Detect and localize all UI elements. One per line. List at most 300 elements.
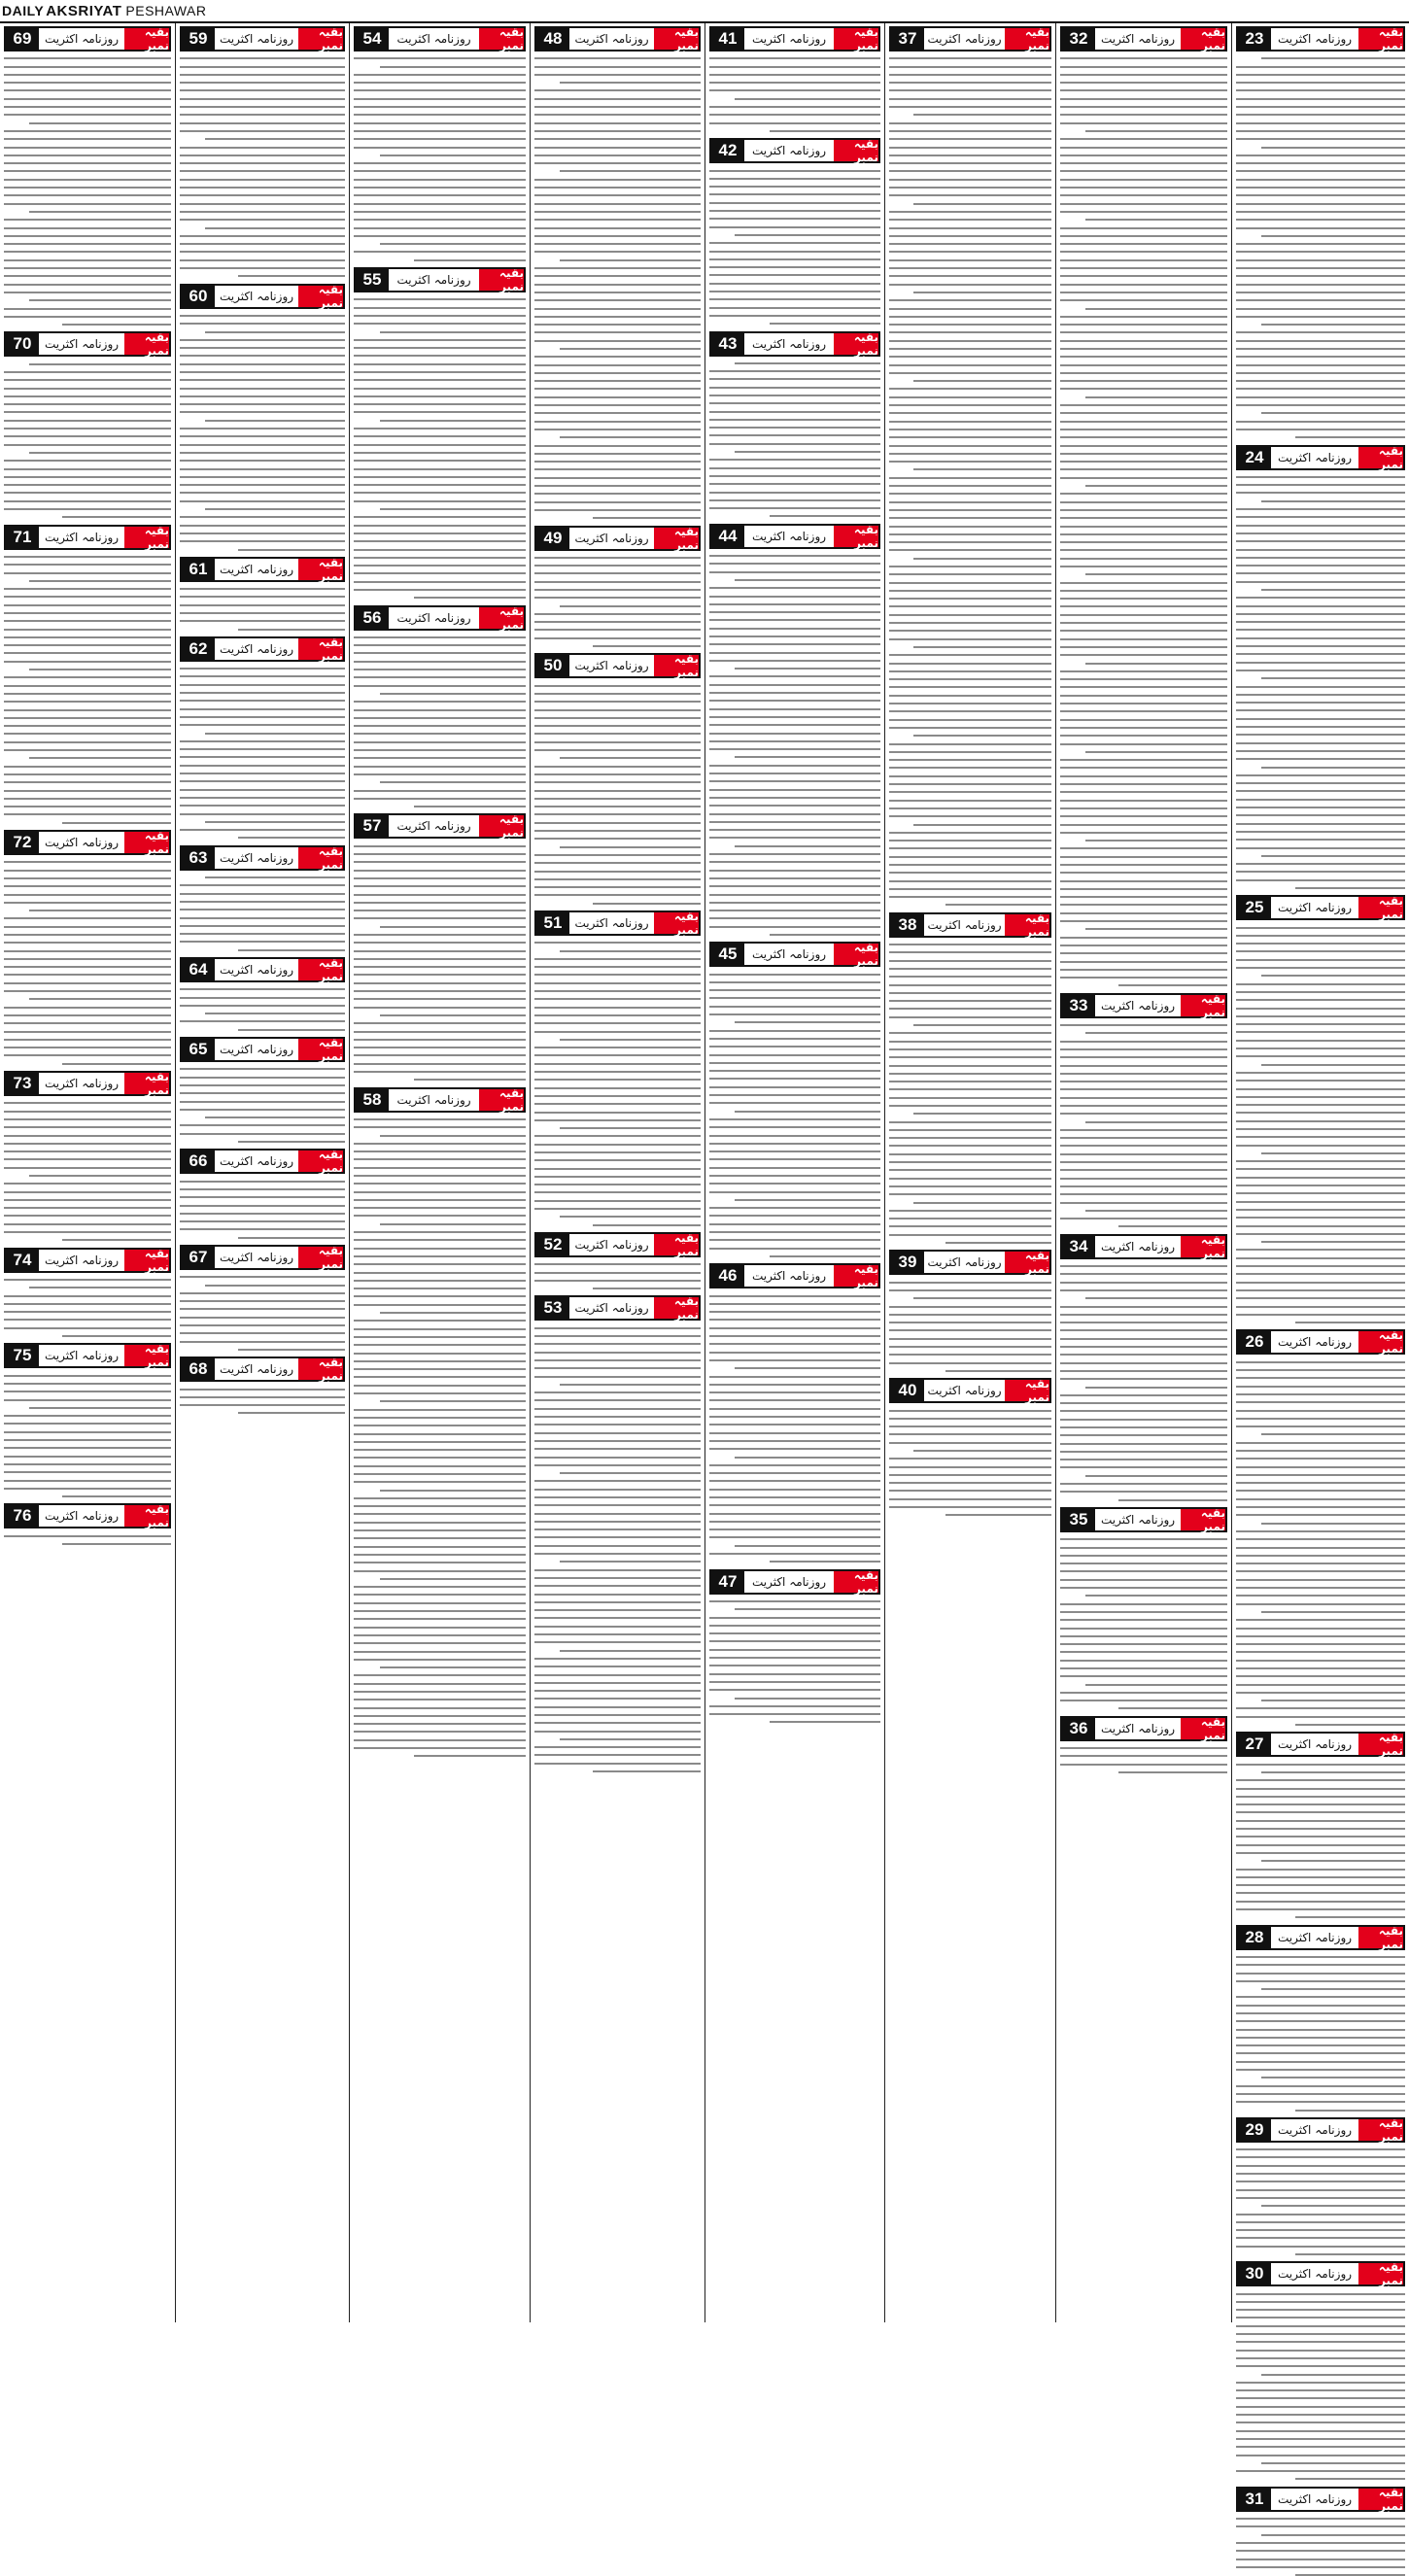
text-line xyxy=(534,1391,701,1393)
text-line xyxy=(354,1280,526,1282)
text-line xyxy=(560,1384,701,1386)
text-line xyxy=(354,709,526,711)
text-line xyxy=(354,982,526,984)
text-line xyxy=(1060,1129,1227,1131)
text-line xyxy=(354,1691,526,1693)
text-line xyxy=(1060,952,1227,954)
text-line xyxy=(1236,1031,1405,1033)
text-line xyxy=(4,958,171,960)
text-line xyxy=(1236,1579,1405,1581)
text-line xyxy=(4,1535,171,1537)
text-line xyxy=(1261,589,1405,591)
text-line xyxy=(1236,1811,1405,1813)
text-line xyxy=(180,1276,345,1278)
text-line xyxy=(1236,2430,1405,2432)
text-line xyxy=(709,499,880,501)
text-line xyxy=(889,767,1051,769)
text-line xyxy=(1236,2470,1405,2472)
paper-name-label: روزنامہ اکثریت xyxy=(1277,450,1353,464)
text-line xyxy=(534,501,701,503)
text-line xyxy=(4,620,171,622)
text-line xyxy=(593,517,701,519)
text-line xyxy=(238,275,346,277)
text-line xyxy=(1236,372,1405,374)
text-line xyxy=(1236,1185,1405,1186)
text-line xyxy=(205,138,346,140)
continuation-tag: بقیہ نمبر xyxy=(1005,28,1049,50)
text-line xyxy=(4,468,171,470)
text-line xyxy=(534,1432,701,1434)
text-line xyxy=(1236,1506,1405,1508)
text-line xyxy=(1236,2101,1405,2103)
text-line xyxy=(709,1167,880,1169)
text-line xyxy=(534,613,701,615)
text-line xyxy=(205,331,346,333)
text-line xyxy=(889,622,1051,624)
continuation-tag: بقیہ نمبر xyxy=(1181,1509,1225,1530)
text-line xyxy=(889,251,1051,253)
text-line xyxy=(4,492,171,494)
text-line xyxy=(709,443,880,445)
text-line xyxy=(709,1713,880,1715)
text-line xyxy=(889,1506,1051,1508)
text-line xyxy=(913,1113,1051,1115)
text-line xyxy=(534,1095,701,1097)
continuation-header xyxy=(709,331,880,357)
text-line xyxy=(889,1185,1051,1187)
paper-name-label: روزنامہ اکثریت xyxy=(927,1255,1002,1270)
text-line xyxy=(354,1320,526,1322)
text-line xyxy=(4,1118,171,1120)
paper-name-label: روزنامہ اکثریت xyxy=(574,531,649,545)
text-line xyxy=(1236,299,1405,301)
text-line xyxy=(889,211,1051,213)
continuation-header xyxy=(180,1245,345,1270)
continuation-header xyxy=(709,1263,880,1288)
continuation-header xyxy=(889,912,1051,938)
text-line xyxy=(709,981,880,983)
text-line xyxy=(709,989,880,991)
text-line xyxy=(180,1205,345,1207)
text-line xyxy=(354,1207,526,1209)
text-line xyxy=(709,1681,880,1683)
text-line xyxy=(4,508,171,510)
text-line xyxy=(534,179,701,181)
text-line xyxy=(709,1600,880,1602)
text-line xyxy=(560,757,701,759)
text-line xyxy=(709,773,880,774)
article-text-block xyxy=(4,363,171,519)
continuation-header xyxy=(180,284,345,309)
text-line xyxy=(354,251,526,253)
text-line xyxy=(180,267,345,269)
continuation-tag: بقیہ نمبر xyxy=(298,1247,343,1268)
text-line xyxy=(1060,775,1227,777)
text-line xyxy=(1236,122,1405,124)
continuation-number: 43 xyxy=(711,333,744,355)
text-line xyxy=(534,781,701,783)
text-line xyxy=(1236,516,1405,518)
text-line xyxy=(1236,211,1405,213)
text-line xyxy=(4,741,171,743)
text-line xyxy=(889,445,1051,447)
text-line xyxy=(709,378,880,380)
text-line xyxy=(889,396,1051,398)
continuation-item xyxy=(180,26,345,277)
text-line xyxy=(4,612,171,614)
text-line xyxy=(1236,999,1405,1001)
paper-name-label: روزنامہ اکثریت xyxy=(219,32,294,46)
text-line xyxy=(709,298,880,300)
text-line xyxy=(354,1586,526,1588)
text-line xyxy=(1236,308,1405,310)
text-line xyxy=(1060,106,1227,108)
text-line xyxy=(534,798,701,800)
article-text-block xyxy=(709,170,880,326)
text-line xyxy=(414,1755,526,1757)
text-line xyxy=(889,598,1051,600)
text-line xyxy=(4,950,171,952)
paper-name-label: روزنامہ اکثریت xyxy=(219,1043,294,1057)
text-line xyxy=(4,194,171,196)
text-line xyxy=(4,806,171,807)
text-line xyxy=(1236,959,1405,961)
text-line xyxy=(354,1295,526,1297)
text-line xyxy=(709,202,880,204)
text-line xyxy=(889,1346,1051,1348)
text-line xyxy=(1060,703,1227,704)
continuation-item xyxy=(709,524,880,936)
text-line xyxy=(354,644,526,646)
text-line xyxy=(889,235,1051,237)
text-line xyxy=(1060,888,1227,890)
text-line xyxy=(1060,429,1227,430)
text-line xyxy=(889,1306,1051,1308)
paper-name-label: روزنامہ اکثریت xyxy=(574,915,649,930)
text-line xyxy=(560,950,701,952)
article-text-block xyxy=(354,57,526,260)
text-line xyxy=(180,122,345,124)
text-line xyxy=(354,1158,526,1160)
text-line xyxy=(1236,935,1405,937)
text-line xyxy=(62,1495,171,1497)
text-line xyxy=(709,283,880,285)
text-line xyxy=(180,1228,345,1230)
text-line xyxy=(534,1335,701,1337)
continuation-header xyxy=(354,813,526,839)
article-text-block xyxy=(889,944,1051,1244)
text-line xyxy=(889,872,1051,874)
continuation-tag: بقیہ نمبر xyxy=(479,815,524,837)
text-line xyxy=(380,693,526,695)
text-line xyxy=(1236,106,1405,108)
text-line xyxy=(709,1135,880,1137)
text-line xyxy=(4,982,171,984)
text-line xyxy=(4,564,171,566)
continuation-header xyxy=(889,26,1051,52)
text-line xyxy=(180,1133,345,1135)
continuation-tag: بقیہ نمبر xyxy=(1358,1927,1403,1948)
text-line xyxy=(1236,2406,1405,2408)
text-line xyxy=(4,316,171,318)
continuation-tag: بقیہ نمبر xyxy=(1358,2489,1403,2510)
text-line xyxy=(1060,331,1227,333)
text-line xyxy=(534,565,701,567)
text-line xyxy=(1236,1964,1405,1966)
text-line xyxy=(1060,412,1227,414)
text-line xyxy=(1085,485,1227,487)
text-line xyxy=(1236,1675,1405,1677)
text-line xyxy=(4,926,171,928)
text-line xyxy=(354,371,526,373)
text-line xyxy=(1236,1820,1405,1822)
text-line xyxy=(534,1666,701,1667)
text-line xyxy=(1236,1306,1405,1308)
text-line xyxy=(709,652,880,654)
continuation-item xyxy=(4,331,171,518)
text-line xyxy=(1060,147,1227,149)
text-line xyxy=(1085,573,1227,575)
text-line xyxy=(534,1722,701,1724)
text-line xyxy=(1060,590,1227,592)
continuation-number: 51 xyxy=(536,912,569,934)
text-line xyxy=(534,822,701,824)
text-line xyxy=(1236,1104,1405,1106)
text-line xyxy=(889,1354,1051,1356)
text-line xyxy=(1236,734,1405,736)
text-line xyxy=(709,748,880,750)
text-line xyxy=(1060,630,1227,632)
text-line xyxy=(560,259,701,261)
text-line xyxy=(534,717,701,719)
text-line xyxy=(4,1151,171,1152)
text-line xyxy=(534,1545,701,1547)
text-line xyxy=(1236,1570,1405,1572)
text-line xyxy=(180,901,345,903)
text-line xyxy=(1236,1547,1405,1549)
text-line xyxy=(534,589,701,591)
text-line xyxy=(534,1594,701,1596)
text-line xyxy=(4,106,171,108)
text-line xyxy=(709,402,880,404)
continuation-tag: بقیہ نمبر xyxy=(1358,1734,1403,1755)
text-line xyxy=(354,468,526,470)
text-line xyxy=(1060,1483,1227,1485)
continuation-tag: بقیہ نمبر xyxy=(298,559,343,580)
paper-name-label: روزنامہ اکثریت xyxy=(219,962,294,977)
text-line xyxy=(709,210,880,212)
continuation-item xyxy=(534,1295,701,1772)
text-line xyxy=(1060,501,1227,503)
text-line xyxy=(1060,832,1227,834)
article-text-block xyxy=(180,57,345,277)
text-line xyxy=(4,1431,171,1433)
text-line xyxy=(709,596,880,598)
text-line xyxy=(4,1311,171,1313)
text-line xyxy=(238,1349,346,1351)
text-line xyxy=(29,122,171,124)
continuation-number: 38 xyxy=(891,914,924,936)
continuation-tag: بقیہ نمبر xyxy=(479,28,524,50)
continuation-number: 50 xyxy=(536,655,569,676)
text-line xyxy=(889,243,1051,245)
text-line xyxy=(709,1625,880,1627)
article-text-block xyxy=(4,57,171,326)
text-line xyxy=(180,388,345,390)
article-text-block xyxy=(180,1276,345,1351)
text-line xyxy=(1236,1828,1405,1830)
continuation-header xyxy=(4,1071,171,1096)
text-line xyxy=(414,259,526,261)
text-line xyxy=(709,619,880,621)
text-line xyxy=(354,1175,526,1177)
text-line xyxy=(709,1513,880,1515)
text-line xyxy=(354,1570,526,1572)
article-text-block xyxy=(180,876,345,951)
text-line xyxy=(1060,1081,1227,1082)
continuation-tag: بقیہ نمبر xyxy=(1358,1331,1403,1353)
text-line xyxy=(889,388,1051,390)
text-line xyxy=(534,1343,701,1345)
text-line xyxy=(1060,678,1227,680)
text-line xyxy=(1236,1628,1405,1630)
text-line xyxy=(180,532,345,534)
text-line xyxy=(4,259,171,261)
continuation-header xyxy=(534,526,701,551)
text-line xyxy=(534,412,701,414)
text-line xyxy=(709,315,880,317)
text-line xyxy=(4,1391,171,1392)
text-line xyxy=(1060,670,1227,672)
continuation-number: 66 xyxy=(182,1151,215,1172)
text-line xyxy=(913,558,1051,560)
text-line xyxy=(735,1111,880,1113)
text-line xyxy=(889,605,1051,607)
text-line xyxy=(889,162,1051,164)
text-line xyxy=(4,1423,171,1425)
text-line xyxy=(1236,565,1405,567)
text-line xyxy=(354,1239,526,1241)
text-line xyxy=(709,483,880,485)
continuation-number: 27 xyxy=(1238,1734,1271,1755)
continuation-item xyxy=(354,267,526,599)
text-line xyxy=(1236,863,1405,865)
text-line xyxy=(889,1081,1051,1082)
text-line xyxy=(889,461,1051,463)
text-line xyxy=(354,1659,526,1661)
text-line xyxy=(414,806,526,807)
text-line xyxy=(1085,663,1227,665)
text-line xyxy=(354,725,526,727)
text-line xyxy=(534,862,701,864)
text-line xyxy=(889,299,1051,301)
text-line xyxy=(889,1442,1051,1444)
continuation-header xyxy=(534,1295,701,1321)
continuation-item xyxy=(354,813,526,1081)
continuation-header xyxy=(1060,993,1227,1018)
continuation-header xyxy=(4,331,171,357)
text-line xyxy=(4,251,171,253)
text-line xyxy=(889,686,1051,688)
text-line xyxy=(709,419,880,421)
text-line xyxy=(1236,1892,1405,1894)
text-line xyxy=(534,1031,701,1033)
text-line xyxy=(709,1062,880,1064)
text-line xyxy=(709,1343,880,1345)
continuation-columns xyxy=(0,23,1409,2513)
text-line xyxy=(1236,2214,1405,2215)
text-line xyxy=(1060,356,1227,358)
text-line xyxy=(4,179,171,181)
text-line xyxy=(1236,1643,1405,1645)
text-line xyxy=(1236,1660,1405,1662)
text-line xyxy=(4,1047,171,1048)
text-line xyxy=(889,1289,1051,1291)
text-line xyxy=(1060,284,1227,286)
text-line xyxy=(1236,251,1405,253)
continuation-item xyxy=(180,284,345,551)
continuation-item xyxy=(4,1343,171,1497)
text-line xyxy=(889,678,1051,680)
text-line xyxy=(4,1183,171,1185)
text-line xyxy=(1236,1233,1405,1235)
text-line xyxy=(889,275,1051,277)
continuation-header xyxy=(1236,2487,1405,2512)
text-line xyxy=(534,1007,701,1009)
text-line xyxy=(1060,243,1227,245)
text-line xyxy=(889,695,1051,697)
text-line xyxy=(1295,436,1405,438)
text-line xyxy=(180,339,345,341)
text-line xyxy=(709,813,880,815)
text-line xyxy=(709,628,880,630)
text-line xyxy=(354,565,526,567)
continuation-header xyxy=(1236,26,1405,52)
text-line xyxy=(4,1039,171,1041)
text-line xyxy=(534,106,701,108)
text-line xyxy=(1236,2052,1405,2054)
text-line xyxy=(534,942,701,944)
continuation-item xyxy=(1236,2487,1405,2576)
text-line xyxy=(354,315,526,317)
text-line xyxy=(889,412,1051,414)
text-line xyxy=(1236,429,1405,430)
text-line xyxy=(1236,1128,1405,1130)
text-line xyxy=(889,348,1051,350)
text-line xyxy=(1236,2181,1405,2182)
article-text-block xyxy=(709,974,880,1257)
text-line xyxy=(709,1536,880,1538)
text-line xyxy=(534,1424,701,1425)
text-line xyxy=(354,452,526,454)
text-line xyxy=(534,1504,701,1506)
text-line xyxy=(1236,2301,1405,2303)
text-line xyxy=(1236,1297,1405,1299)
text-line xyxy=(534,806,701,807)
text-line xyxy=(1236,2446,1405,2448)
text-line xyxy=(1236,1145,1405,1147)
paper-name-label: روزنامہ اکثریت xyxy=(1277,2491,1353,2506)
text-line xyxy=(180,708,345,710)
text-line xyxy=(889,436,1051,438)
continuation-number: 60 xyxy=(182,286,215,307)
text-line xyxy=(1261,2374,1405,2376)
text-line xyxy=(4,227,171,229)
text-line xyxy=(180,444,345,446)
article-text-block xyxy=(889,1410,1051,1517)
text-line xyxy=(1060,1563,1227,1564)
text-line xyxy=(1236,686,1405,688)
